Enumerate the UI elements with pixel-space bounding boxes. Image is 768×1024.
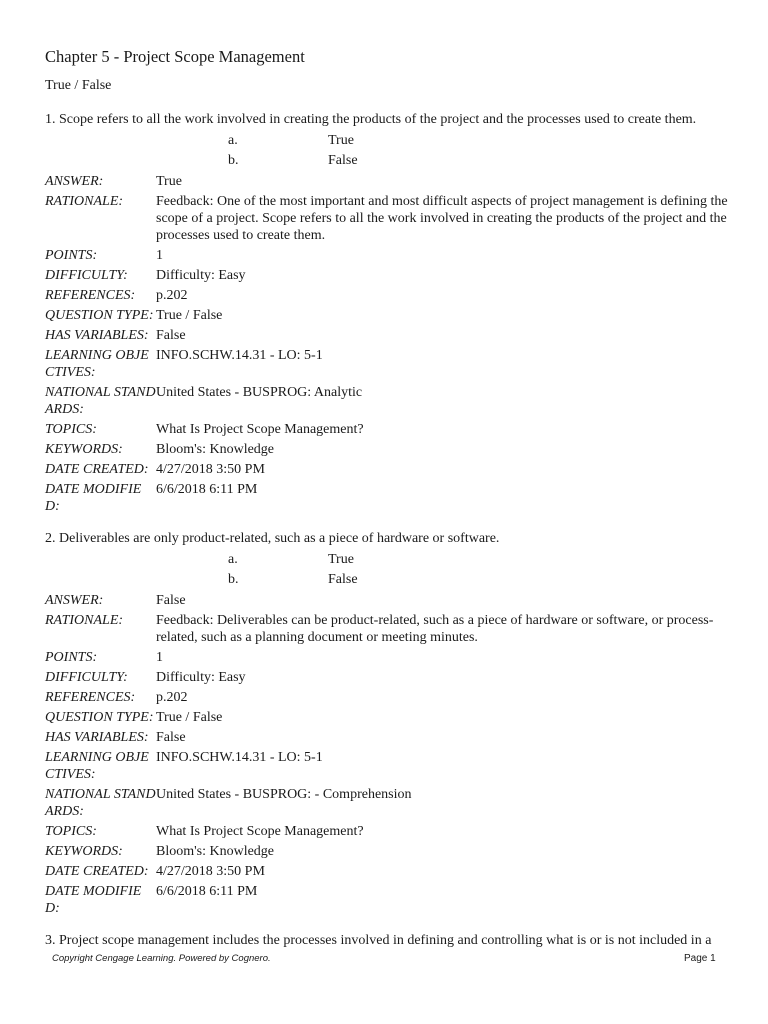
meta-label: DATE CREATED: [45, 462, 149, 477]
meta-row-points [45, 245, 735, 265]
meta-label: QUESTION TYPE: [45, 308, 154, 323]
meta-value: True [156, 174, 182, 189]
meta-label: POINTS: [45, 248, 98, 263]
meta-value: 4/27/2018 3:50 PM [156, 864, 265, 879]
option-row [45, 550, 735, 570]
meta-label: RATIONALE: [45, 194, 124, 209]
meta-value: United States - BUSPROG: - Comprehension [156, 787, 412, 802]
meta-value: INFO.SCHW.14.31 - LO: 5-1 [156, 348, 323, 363]
meta-label: QUESTION TYPE: [45, 710, 154, 725]
meta-value: Feedback: One of the most important and most difficult aspects of project management is defining the scope of a project. Scope refers to all the work involved in creating the products of the project and the processes used to create them. [156, 194, 728, 243]
meta-row-date-modified [45, 479, 735, 516]
option-text: False [328, 572, 358, 587]
meta-row-answer [45, 590, 735, 610]
option-letter: b. [228, 153, 239, 168]
option-row [45, 570, 735, 590]
meta-label: RATIONALE: [45, 613, 124, 628]
meta-value: True / False [156, 308, 223, 323]
question-text: 3. Project scope management includes the processes involved in defining and controlling what is or is not included in a [45, 933, 712, 948]
question-block [45, 530, 735, 918]
meta-label: REFERENCES: [45, 690, 136, 705]
meta-value: False [156, 593, 186, 608]
meta-row-national-standards [45, 382, 735, 419]
meta-row-keywords [45, 841, 735, 861]
meta-value: 6/6/2018 6:11 PM [156, 884, 258, 899]
option-text: True [328, 133, 354, 148]
meta-row-learning-objectives [45, 747, 735, 784]
meta-label: DATE MODIFIED: [45, 884, 142, 916]
meta-value: p.202 [156, 288, 188, 303]
meta-row-points [45, 647, 735, 667]
meta-row-date-created [45, 861, 735, 881]
meta-label: LEARNING OBJECTIVES: [45, 348, 149, 380]
question-text: 2. Deliverables are only product-related, such as a piece of hardware or software. [45, 531, 500, 546]
meta-value: False [156, 730, 186, 745]
meta-value: Bloom's: Knowledge [156, 844, 275, 859]
option-row [45, 131, 735, 151]
meta-value: What Is Project Scope Management? [156, 824, 364, 839]
meta-label: REFERENCES: [45, 288, 136, 303]
meta-label: DIFFICULTY: [45, 268, 128, 283]
meta-label: POINTS: [45, 650, 98, 665]
footer-copyright: Copyright Cengage Learning. Powered by Cognero. [52, 953, 271, 964]
meta-row-difficulty [45, 667, 735, 687]
meta-label: KEYWORDS: [45, 844, 123, 859]
meta-label: ANSWER: [45, 174, 104, 189]
meta-value: Difficulty: Easy [156, 670, 246, 685]
option-letter: a. [228, 552, 238, 567]
option-text: False [328, 153, 358, 168]
footer-page-number: Page 1 [684, 953, 716, 964]
meta-label: NATIONAL STANDARDS: [45, 787, 156, 819]
meta-value: 1 [156, 248, 163, 263]
meta-row-national-standards [45, 784, 735, 821]
meta-row-rationale [45, 191, 735, 245]
question-block [45, 111, 735, 516]
meta-value: INFO.SCHW.14.31 - LO: 5-1 [156, 750, 323, 765]
meta-row-question-type [45, 707, 735, 727]
meta-value: Bloom's: Knowledge [156, 442, 275, 457]
meta-label: KEYWORDS: [45, 442, 123, 457]
meta-label: TOPICS: [45, 422, 97, 437]
meta-value: What Is Project Scope Management? [156, 422, 364, 437]
answer-options [45, 550, 735, 590]
option-letter: a. [228, 133, 238, 148]
meta-label: ANSWER: [45, 593, 104, 608]
meta-label: HAS VARIABLES: [45, 328, 149, 343]
meta-row-has-variables [45, 325, 735, 345]
question-metadata [45, 590, 735, 918]
meta-label: NATIONAL STANDARDS: [45, 385, 156, 417]
meta-row-question-type [45, 305, 735, 325]
question-text: 1. Scope refers to all the work involved in creating the products of the project and the processes used to create them. [45, 112, 697, 127]
meta-value: Difficulty: Easy [156, 268, 246, 283]
meta-row-topics [45, 419, 735, 439]
question-metadata [45, 171, 735, 516]
meta-value: True / False [156, 710, 223, 725]
meta-row-rationale [45, 610, 735, 647]
meta-row-references [45, 687, 735, 707]
meta-value: False [156, 328, 186, 343]
option-text: True [328, 552, 354, 567]
option-row [45, 151, 735, 171]
meta-row-topics [45, 821, 735, 841]
meta-value: p.202 [156, 690, 188, 705]
meta-row-references [45, 285, 735, 305]
question-block [45, 932, 735, 950]
meta-label: LEARNING OBJECTIVES: [45, 750, 149, 782]
meta-value: Feedback: Deliverables can be product-related, such as a piece of hardware or software, or process-related, such as a planning document or meeting minutes. [156, 613, 714, 645]
meta-label: DATE MODIFIED: [45, 482, 142, 514]
meta-value: 6/6/2018 6:11 PM [156, 482, 258, 497]
meta-row-date-modified [45, 881, 735, 918]
meta-row-date-created [45, 459, 735, 479]
meta-value: United States - BUSPROG: Analytic [156, 385, 363, 400]
meta-value: 4/27/2018 3:50 PM [156, 462, 265, 477]
meta-row-difficulty [45, 265, 735, 285]
page-title: Chapter 5 - Project Scope Management [45, 47, 305, 66]
meta-row-keywords [45, 439, 735, 459]
meta-value: 1 [156, 650, 163, 665]
answer-options [45, 131, 735, 171]
meta-label: DIFFICULTY: [45, 670, 128, 685]
meta-row-learning-objectives [45, 345, 735, 382]
meta-label: DATE CREATED: [45, 864, 149, 879]
section-heading: True / False [45, 78, 112, 93]
option-letter: b. [228, 572, 239, 587]
meta-label: TOPICS: [45, 824, 97, 839]
meta-label: HAS VARIABLES: [45, 730, 149, 745]
meta-row-answer [45, 171, 735, 191]
meta-row-has-variables [45, 727, 735, 747]
